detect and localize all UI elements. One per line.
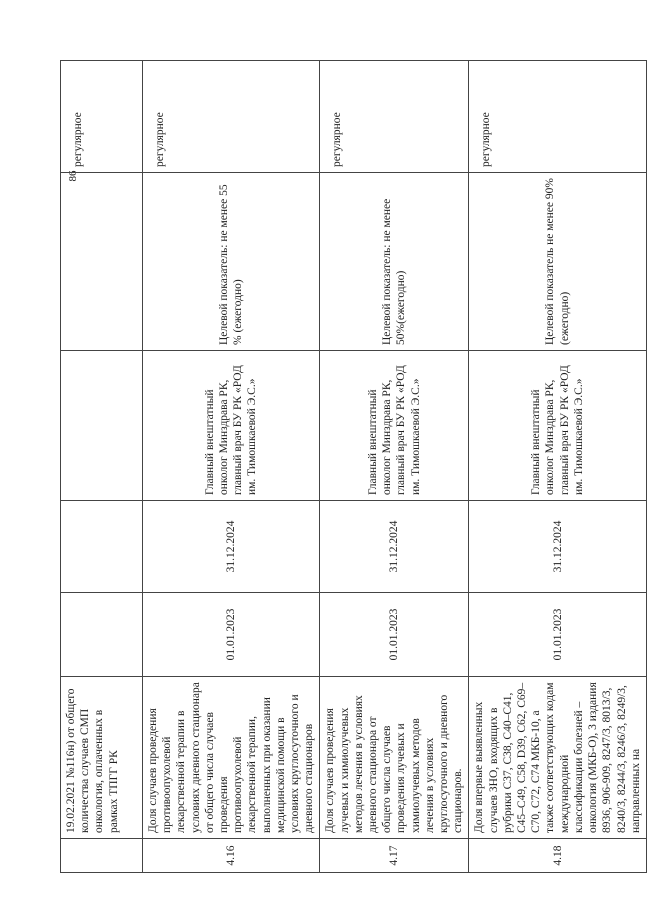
measure-name: Доля впервые выявленных случаев ЗНО, входящих в рубрики С37, С38, С40–С41, С45–С49, С58, D39, С62, С69–С70, С72, С74 МКБ-10, а также соответствующих кодам международной классификации болезней – онкология (МКБ-О), 3 издания 8936, 906-909, 8247/3, 8013/3, 8240/3, 8244/3, 8246/3, 8249/3, направленных на: [469, 677, 646, 839]
table-row: [61, 61, 143, 873]
start-date: 01.01.2023: [469, 593, 646, 677]
start-date: [61, 593, 143, 677]
table-row: [320, 61, 469, 873]
responsible: Главный внештатный онколог Минздрава РК, главный врач БУ РК «РОД им. Тимошкаевой Э.С.»: [143, 351, 320, 501]
end-date: 31.12.2024: [469, 501, 646, 593]
table-row: [143, 61, 320, 873]
indicator: Целевой показатель: не менее 55 % (ежегодно): [143, 173, 320, 351]
end-date: [61, 501, 143, 593]
indicator: Целевой показатель: не менее 50%(ежегодно): [320, 173, 469, 351]
periodicity: регулярное: [61, 61, 143, 173]
measure-name: Доля случаев проведения лучевых и химиолучевых методов лечения в условиях дневного стационара от общего числа случаев проведения лучевых и химиолучевых методов лечения в условиях круглосуточного и дневного стационаров.: [320, 677, 469, 839]
page-number: 86: [67, 170, 79, 182]
indicator: [61, 173, 143, 351]
start-date: 01.01.2023: [320, 593, 469, 677]
indicator: Целевой показатель не менее 90% (ежегодно): [469, 173, 646, 351]
measure-name: 19.02.2021 №116н) от общего количества случаев СМП онкология, оплаченных в рамках ТПГГ РК: [61, 677, 143, 839]
periodicity: регулярное: [143, 61, 320, 173]
measures-table: [60, 60, 647, 873]
responsible: Главный внештатный онколог Минздрава РК, главный врач БУ РК «РОД им. Тимошкаевой Э.С.»: [320, 351, 469, 501]
end-date: 31.12.2024: [143, 501, 320, 593]
start-date: 01.01.2023: [143, 593, 320, 677]
row-number: [61, 839, 143, 873]
measure-name: Доля случаев проведения противоопухолевой лекарственной терапии в условиях дневного стационара от общего числа случаев проведения противоопухолевой лекарственной терапии, выполненных при оказании медицинской помощи в условиях круглосуточного и дневного стационаров: [143, 677, 320, 839]
responsible: Главный внештатный онколог Минздрава РК, главный врач БУ РК «РОД им. Тимошкаевой Э.С.»: [469, 351, 646, 501]
end-date: 31.12.2024: [320, 501, 469, 593]
table-row: [469, 61, 646, 873]
row-number: 4.16: [143, 839, 320, 873]
responsible: [61, 351, 143, 501]
periodicity: регулярное: [320, 61, 469, 173]
periodicity: регулярное: [469, 61, 646, 173]
row-number: 4.18: [469, 839, 646, 873]
table-container: [60, 61, 642, 873]
row-number: 4.17: [320, 839, 469, 873]
